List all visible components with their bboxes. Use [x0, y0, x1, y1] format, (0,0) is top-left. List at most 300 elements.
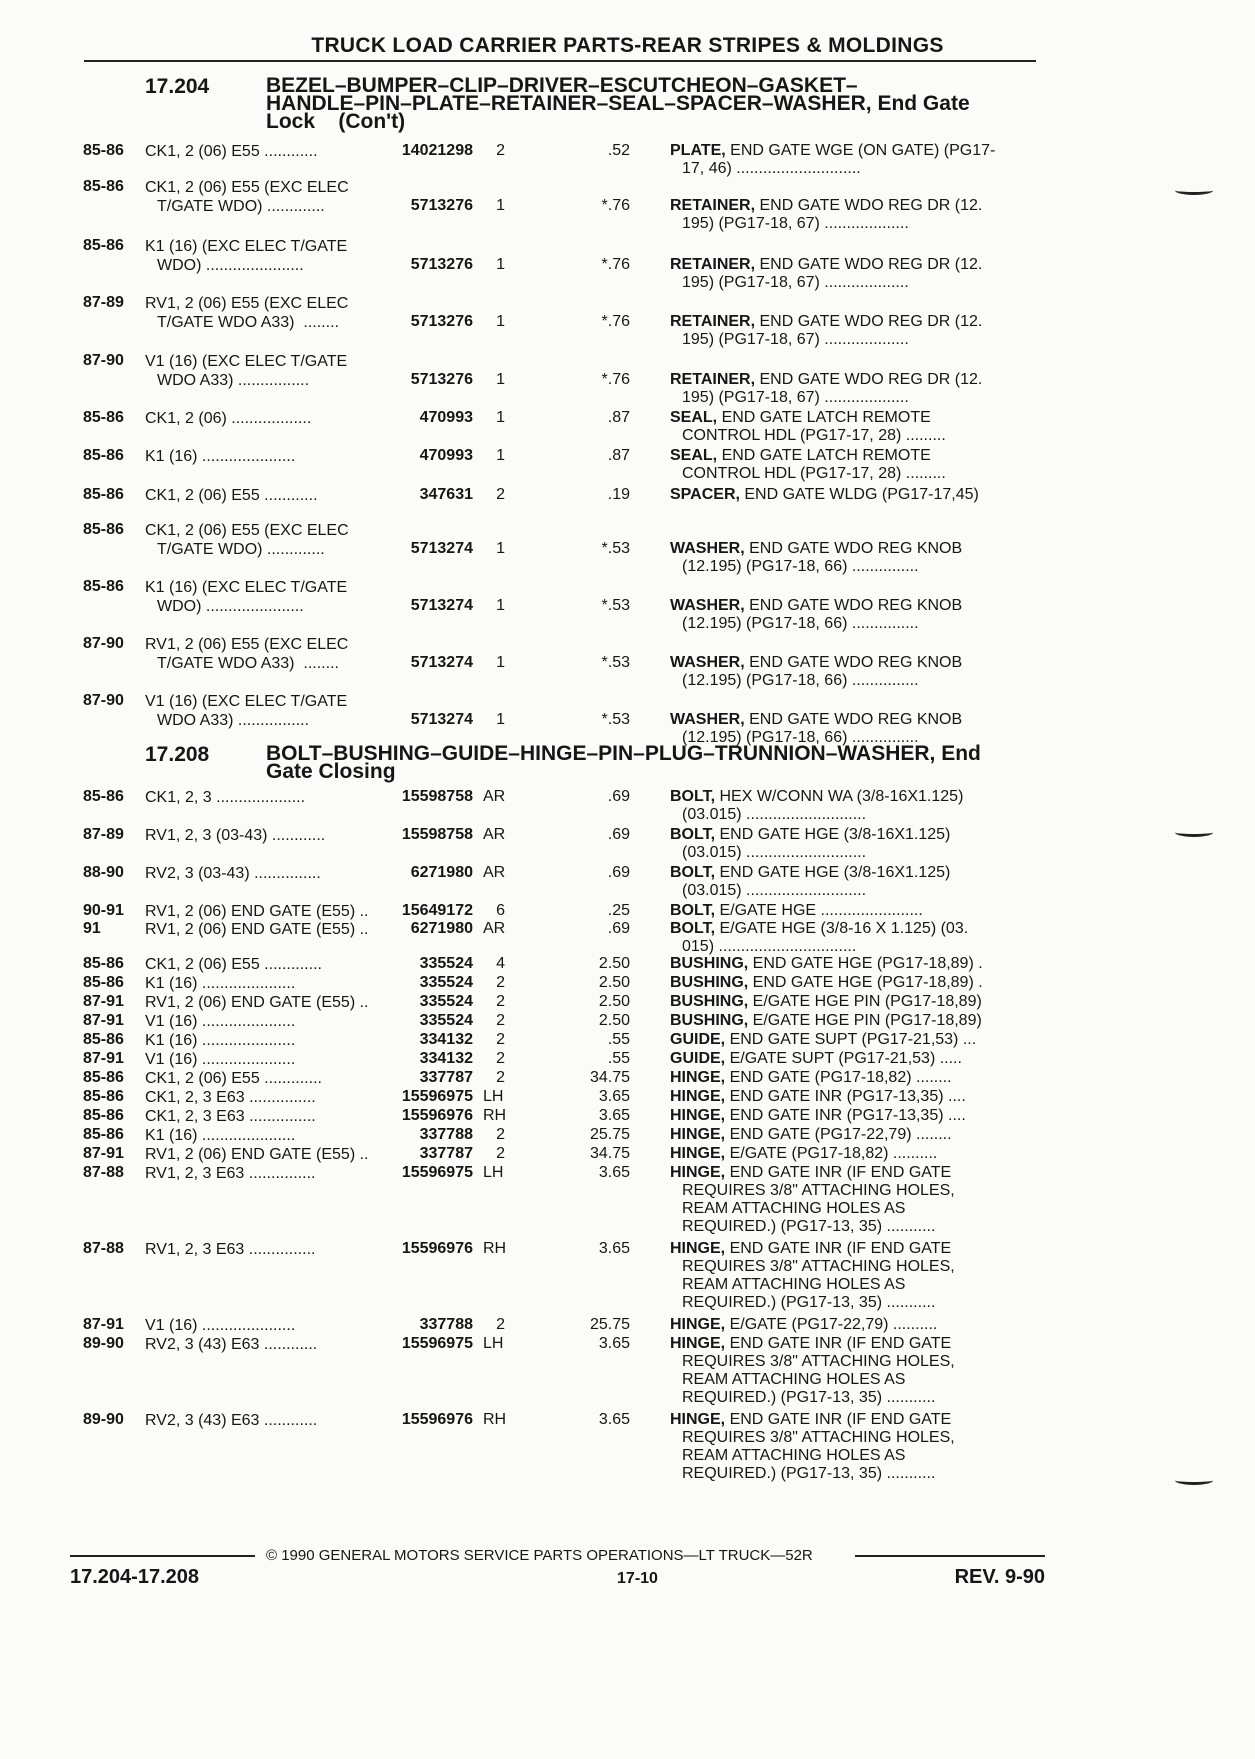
description-text: END GATE HGE (3/8-16X1.125) — [715, 826, 951, 843]
model-application — [145, 902, 368, 921]
description-text: E/GATE HGE PIN (PG17-18,89) — [748, 993, 982, 1010]
quantity: 2 — [496, 1126, 505, 1143]
model-years: 89-90 — [83, 1411, 124, 1428]
model-years: 87-90 — [83, 352, 124, 369]
description — [670, 1411, 1117, 1483]
part-name: BOLT, — [670, 864, 716, 881]
description-line — [670, 427, 1117, 445]
model-years: 85-86 — [83, 486, 124, 503]
model-years: 88-90 — [83, 864, 124, 881]
model-years: 87-90 — [83, 692, 124, 709]
price: 25.75 — [589, 1316, 630, 1333]
quantity: RH — [483, 1240, 507, 1257]
description-line — [670, 806, 1117, 824]
description-text: 195) (PG17-18, 67) ................... — [682, 331, 909, 348]
quantity: 1 — [496, 540, 505, 557]
description-text: HEX W/CONN WA (3/8-16X1.125) — [715, 788, 964, 805]
quantity: 1 — [496, 597, 505, 614]
model-application — [145, 635, 348, 673]
description-line — [670, 672, 1117, 690]
description-line — [670, 844, 1117, 862]
description-text: E/GATE (PG17-18,82) .......... — [725, 1145, 938, 1162]
description — [670, 654, 1117, 690]
model-line: CK1, 2 (06) E55 ............ — [145, 487, 318, 504]
description-text: REAM ATTACHING HOLES AS — [682, 1200, 906, 1217]
model-line: RV1, 2 (06) E55 (EXC ELEC — [145, 295, 349, 312]
part-name: HINGE, — [670, 1240, 726, 1257]
part-number: 5713276 — [410, 313, 473, 330]
model-line: CK1, 2, 3 E63 ............... — [145, 1089, 316, 1106]
description-text: REQUIRES 3/8" ATTACHING HOLES, — [682, 1258, 955, 1275]
model-line: CK1, 2 (06) E55 (EXC ELEC — [145, 522, 349, 539]
part-number: 14021298 — [401, 142, 473, 159]
model-years: 87-91 — [83, 993, 124, 1010]
model-application — [145, 237, 347, 275]
model-application — [145, 1411, 317, 1430]
price: 3.65 — [598, 1240, 630, 1257]
binder-hole-mark — [1175, 186, 1213, 195]
section-title — [266, 74, 1126, 133]
model-application — [145, 1107, 316, 1126]
description-text: REQUIRES 3/8" ATTACHING HOLES, — [682, 1182, 955, 1199]
page-title: TRUCK LOAD CARRIER PARTS-REAR STRIPES & MOLDINGS — [311, 34, 944, 57]
description-line — [670, 1218, 1117, 1236]
part-number: 15596976 — [401, 1411, 473, 1428]
description-line — [670, 465, 1117, 483]
quantity: 2 — [496, 142, 505, 159]
description — [670, 788, 1117, 824]
part-name: BOLT, — [670, 788, 716, 805]
description-line — [670, 1031, 1117, 1049]
description-line — [670, 1389, 1117, 1407]
part-number: 347631 — [419, 486, 473, 503]
price: *.53 — [601, 654, 630, 671]
quantity: AR — [483, 788, 506, 805]
model-application — [145, 1164, 315, 1183]
description-line — [670, 371, 1117, 389]
part-name: HINGE, — [670, 1069, 726, 1086]
footer-rule-left — [70, 1555, 255, 1557]
model-years: 87-90 — [83, 635, 124, 652]
description — [670, 711, 1117, 747]
part-name: HINGE, — [670, 1411, 726, 1428]
description-text: (03.015) ........................... — [682, 844, 867, 861]
model-years: 85-86 — [83, 409, 124, 426]
description-line — [670, 447, 1117, 465]
description-text: REQUIRED.) (PG17-13, 35) ........... — [682, 1389, 936, 1406]
part-number: 5713274 — [410, 540, 473, 557]
description — [670, 409, 1117, 445]
description-line — [670, 920, 1117, 938]
title-rule — [84, 60, 1036, 62]
description-line — [670, 1371, 1117, 1389]
model-application — [145, 920, 368, 939]
quantity: AR — [483, 864, 506, 881]
description-line — [670, 864, 1117, 882]
price: 3.65 — [598, 1088, 630, 1105]
model-application — [145, 788, 305, 807]
model-application — [145, 409, 311, 428]
description-line — [670, 313, 1117, 331]
description-line — [670, 788, 1117, 806]
quantity: 2 — [496, 1031, 505, 1048]
part-name: SEAL, — [670, 447, 718, 464]
description-text: E/GATE HGE ....................... — [715, 902, 923, 919]
model-application — [145, 692, 347, 730]
part-name: HINGE, — [670, 1335, 726, 1352]
section-title-last: Lock — [266, 110, 316, 133]
part-name: BUSHING, — [670, 974, 749, 991]
description-line — [670, 409, 1117, 427]
model-application — [145, 993, 368, 1012]
part-name: WASHER, — [670, 540, 745, 557]
quantity: 2 — [496, 1012, 505, 1029]
part-number: 15596975 — [401, 1335, 473, 1352]
description-text: END GATE LATCH REMOTE — [717, 447, 931, 464]
model-line: T/GATE WDO) ............. — [157, 198, 325, 215]
price: *.76 — [601, 371, 630, 388]
model-years: 90-91 — [83, 902, 124, 919]
price: .69 — [607, 920, 630, 937]
model-application — [145, 1126, 295, 1145]
description-line — [670, 1012, 1117, 1030]
quantity: 2 — [496, 1069, 505, 1086]
quantity: 2 — [496, 1316, 505, 1333]
binder-hole-mark — [1175, 1476, 1213, 1485]
price: .87 — [607, 447, 630, 464]
description-line — [670, 1164, 1117, 1182]
section-title-line: HANDLE–PIN–PLATE–RETAINER–SEAL–SPACER–WASHER, End Gate — [266, 92, 970, 115]
binder-hole-mark — [1175, 828, 1213, 837]
quantity: 2 — [496, 993, 505, 1010]
model-application — [145, 178, 349, 216]
description-text: END GATE WDO REG KNOB — [744, 597, 963, 614]
description-line — [670, 197, 1117, 215]
part-name: WASHER, — [670, 654, 745, 671]
description-text: 195) (PG17-18, 67) ................... — [682, 274, 909, 291]
quantity: LH — [483, 1164, 504, 1181]
model-line: K1 (16) (EXC ELEC T/GATE — [145, 579, 348, 596]
description — [670, 1164, 1117, 1236]
model-years: 85-86 — [83, 955, 124, 972]
description-line — [670, 1182, 1117, 1200]
part-name: HINGE, — [670, 1126, 726, 1143]
part-number: 15598758 — [401, 788, 473, 805]
description-text: END GATE WDO REG DR (12. — [755, 313, 983, 330]
description-line — [670, 938, 1117, 956]
model-application — [145, 1240, 315, 1259]
model-years: 85-86 — [83, 578, 124, 595]
model-line: CK1, 2 (06) E55 (EXC ELEC — [145, 179, 349, 196]
model-line: V1 (16) (EXC ELEC T/GATE — [145, 353, 348, 370]
description-line — [670, 615, 1117, 633]
part-name: BUSHING, — [670, 955, 749, 972]
part-name: HINGE, — [670, 1145, 726, 1162]
part-name: HINGE, — [670, 1107, 726, 1124]
part-name: BOLT, — [670, 826, 716, 843]
description-line — [670, 1447, 1117, 1465]
description-text: (12.195) (PG17-18, 66) ............... — [682, 615, 919, 632]
footer-section-range: 17.204-17.208 — [70, 1566, 200, 1588]
description-text: END GATE HGE (3/8-16X1.125) — [715, 864, 951, 881]
model-line: WDO A33) ................ — [157, 712, 310, 729]
description — [670, 1069, 1117, 1087]
description-line — [670, 1200, 1117, 1218]
description-line — [670, 1107, 1117, 1125]
price: 2.50 — [598, 974, 630, 991]
description-line — [670, 1276, 1117, 1294]
model-line: RV1, 2, 3 E63 ............... — [145, 1165, 316, 1182]
section-title-continued: (Con't) — [338, 110, 406, 133]
description-line — [670, 1316, 1117, 1334]
price: .55 — [607, 1050, 630, 1067]
description — [670, 1335, 1117, 1407]
price: 2.50 — [598, 993, 630, 1010]
description — [670, 371, 1117, 407]
part-name: BUSHING, — [670, 1012, 749, 1029]
description — [670, 920, 1117, 956]
model-line: RV1, 2 (06) END GATE (E55) .. — [145, 1146, 369, 1163]
price: 34.75 — [589, 1145, 630, 1162]
section-number: 17.204 — [145, 75, 210, 98]
description — [670, 826, 1117, 862]
price: 34.75 — [589, 1069, 630, 1086]
description — [670, 540, 1117, 576]
model-years: 85-86 — [83, 142, 124, 159]
description-line — [670, 993, 1117, 1011]
description — [670, 447, 1117, 483]
model-application — [145, 1316, 295, 1335]
description-text: END GATE (PG17-22,79) ........ — [725, 1126, 952, 1143]
model-line: CK1, 2, 3 .................... — [145, 789, 306, 806]
model-line: RV1, 2 (06) END GATE (E55) .. — [145, 903, 369, 920]
quantity: 1 — [496, 654, 505, 671]
part-name: RETAINER, — [670, 256, 756, 273]
quantity: 1 — [496, 711, 505, 728]
description-text: END GATE INR (IF END GATE — [725, 1240, 952, 1257]
section-number: 17.208 — [145, 743, 210, 766]
part-number: 15596975 — [401, 1164, 473, 1181]
quantity: 1 — [496, 256, 505, 273]
description-text: 17, 46) ............................ — [682, 160, 861, 177]
footer-copyright: © 1990 GENERAL MOTORS SERVICE PARTS OPERATIONS—LT TRUCK—52R — [266, 1547, 813, 1564]
part-name: WASHER, — [670, 711, 745, 728]
description-text: (12.195) (PG17-18, 66) ............... — [682, 672, 919, 689]
description-line — [670, 711, 1117, 729]
section-title-line: BOLT–BUSHING–GUIDE–HINGE–PIN–PLUG–TRUNNION–WASHER, End — [266, 742, 981, 765]
description-text: REQUIRES 3/8" ATTACHING HOLES, — [682, 1429, 955, 1446]
quantity: 2 — [496, 1050, 505, 1067]
part-name: BOLT, — [670, 902, 716, 919]
description-text: REQUIRED.) (PG17-13, 35) ........... — [682, 1218, 936, 1235]
model-application — [145, 294, 348, 332]
description-text: E/GATE HGE PIN (PG17-18,89) — [748, 1012, 982, 1029]
part-number: 5713274 — [410, 597, 473, 614]
description — [670, 142, 1117, 178]
model-application — [145, 864, 321, 883]
part-number: 335524 — [419, 1012, 473, 1029]
part-number: 470993 — [419, 447, 473, 464]
quantity: 2 — [496, 1145, 505, 1162]
description — [670, 1240, 1117, 1312]
part-name: RETAINER, — [670, 313, 756, 330]
model-application — [145, 578, 347, 616]
model-application — [145, 521, 349, 559]
description-line — [670, 1258, 1117, 1276]
description-line — [670, 974, 1117, 992]
price: *.76 — [601, 313, 630, 330]
quantity: RH — [483, 1411, 507, 1428]
model-years: 85-86 — [83, 521, 124, 538]
model-line: CK1, 2 (06) E55 ............. — [145, 956, 322, 973]
model-line: V1 (16) ..................... — [145, 1051, 296, 1068]
quantity: LH — [483, 1088, 504, 1105]
description-text: END GATE LATCH REMOTE — [717, 409, 931, 426]
description-text: END GATE WDO REG DR (12. — [755, 197, 983, 214]
description-line — [670, 955, 1117, 973]
model-line: RV2, 3 (43) E63 ............ — [145, 1336, 318, 1353]
quantity: RH — [483, 1107, 507, 1124]
description-line — [670, 540, 1117, 558]
model-application — [145, 1145, 368, 1164]
part-name: BUSHING, — [670, 993, 749, 1010]
part-number: 15649172 — [401, 902, 473, 919]
description-line — [670, 1069, 1117, 1087]
description-text: END GATE HGE (PG17-18,89) . — [748, 974, 983, 991]
price: .52 — [607, 142, 630, 159]
model-application — [145, 1050, 295, 1069]
model-line: K1 (16) ..................... — [145, 1127, 296, 1144]
description — [670, 197, 1117, 233]
description-line — [670, 256, 1117, 274]
model-years: 87-88 — [83, 1240, 124, 1257]
description-line — [670, 1050, 1117, 1068]
price: .19 — [607, 486, 630, 503]
model-application — [145, 974, 295, 993]
description — [670, 902, 1117, 920]
model-line: RV1, 2 (06) E55 (EXC ELEC — [145, 636, 349, 653]
description — [670, 1031, 1117, 1049]
quantity: 6 — [496, 902, 505, 919]
description-line — [670, 729, 1117, 747]
part-number: 15596976 — [401, 1240, 473, 1257]
part-number: 335524 — [419, 993, 473, 1010]
quantity: LH — [483, 1335, 504, 1352]
price: .25 — [607, 902, 630, 919]
price: 2.50 — [598, 955, 630, 972]
quantity: 1 — [496, 313, 505, 330]
description-text: END GATE WDO REG KNOB — [744, 711, 963, 728]
description-line — [670, 1145, 1117, 1163]
description-text: END GATE (PG17-18,82) ........ — [725, 1069, 952, 1086]
description-line — [670, 331, 1117, 349]
part-number: 337788 — [419, 1316, 473, 1333]
quantity: 2 — [496, 486, 505, 503]
description — [670, 974, 1117, 992]
footer-rule-right — [855, 1555, 1045, 1557]
price: *.53 — [601, 540, 630, 557]
description — [670, 1107, 1117, 1125]
description-line — [670, 486, 1117, 504]
description-text: END GATE INR (IF END GATE — [725, 1411, 952, 1428]
price: .55 — [607, 1031, 630, 1048]
part-name: HINGE, — [670, 1316, 726, 1333]
description-text: 195) (PG17-18, 67) ................... — [682, 215, 909, 232]
part-number: 6271980 — [410, 864, 473, 881]
quantity: AR — [483, 826, 506, 843]
part-name: BOLT, — [670, 920, 716, 937]
price: 25.75 — [589, 1126, 630, 1143]
model-years: 85-86 — [83, 1031, 124, 1048]
part-number: 5713276 — [410, 371, 473, 388]
description-text: END GATE WLDG (PG17-17,45) — [739, 486, 979, 503]
model-line: WDO) ...................... — [157, 598, 304, 615]
model-line: RV2, 3 (43) E63 ............ — [145, 1412, 318, 1429]
description-line — [670, 597, 1117, 615]
model-years: 89-90 — [83, 1335, 124, 1352]
model-application — [145, 1088, 316, 1107]
description — [670, 1088, 1117, 1106]
description-text: E/GATE (PG17-22,79) .......... — [725, 1316, 938, 1333]
model-application — [145, 826, 325, 845]
section-title-line: BEZEL–BUMPER–CLIP–DRIVER–ESCUTCHEON–GASKET– — [266, 74, 858, 97]
model-years: 87-89 — [83, 826, 124, 843]
description-line — [670, 1240, 1117, 1258]
description — [670, 1316, 1117, 1334]
model-years: 85-86 — [83, 237, 124, 254]
part-name: GUIDE, — [670, 1050, 726, 1067]
price: .87 — [607, 409, 630, 426]
model-years: 85-86 — [83, 974, 124, 991]
model-years: 85-86 — [83, 1126, 124, 1143]
quantity: 4 — [496, 955, 505, 972]
price: *.76 — [601, 256, 630, 273]
price: .69 — [607, 826, 630, 843]
description — [670, 864, 1117, 900]
description-text: REQUIRED.) (PG17-13, 35) ........... — [682, 1465, 936, 1482]
description-text: REAM ATTACHING HOLES AS — [682, 1371, 906, 1388]
price: .69 — [607, 788, 630, 805]
model-line: RV1, 2, 3 (03-43) ............ — [145, 827, 326, 844]
model-line: CK1, 2 (06) E55 ............ — [145, 143, 318, 160]
model-line: V1 (16) ..................... — [145, 1013, 296, 1030]
model-line: WDO) ...................... — [157, 257, 304, 274]
quantity: 1 — [496, 197, 505, 214]
description-line — [670, 882, 1117, 900]
price: *.53 — [601, 597, 630, 614]
model-years: 87-91 — [83, 1012, 124, 1029]
part-number: 5713276 — [410, 256, 473, 273]
description — [670, 955, 1117, 973]
description-text: 015) ............................... — [682, 938, 857, 955]
description-text: (12.195) (PG17-18, 66) ............... — [682, 558, 919, 575]
model-line: RV1, 2 (06) END GATE (E55) .. — [145, 994, 369, 1011]
quantity: AR — [483, 920, 506, 937]
model-line: RV1, 2, 3 E63 ............... — [145, 1241, 316, 1258]
part-number: 15598758 — [401, 826, 473, 843]
description-line — [670, 1088, 1117, 1106]
description-text: (12.195) (PG17-18, 66) ............... — [682, 729, 919, 746]
model-line: T/GATE WDO) ............. — [157, 541, 325, 558]
description-text: END GATE WDO REG KNOB — [744, 654, 963, 671]
price: *.76 — [601, 197, 630, 214]
part-number: 6271980 — [410, 920, 473, 937]
part-number: 15596975 — [401, 1088, 473, 1105]
model-application — [145, 142, 318, 161]
part-number: 337787 — [419, 1069, 473, 1086]
description-line — [670, 1126, 1117, 1144]
description-text: END GATE INR (IF END GATE — [725, 1164, 952, 1181]
